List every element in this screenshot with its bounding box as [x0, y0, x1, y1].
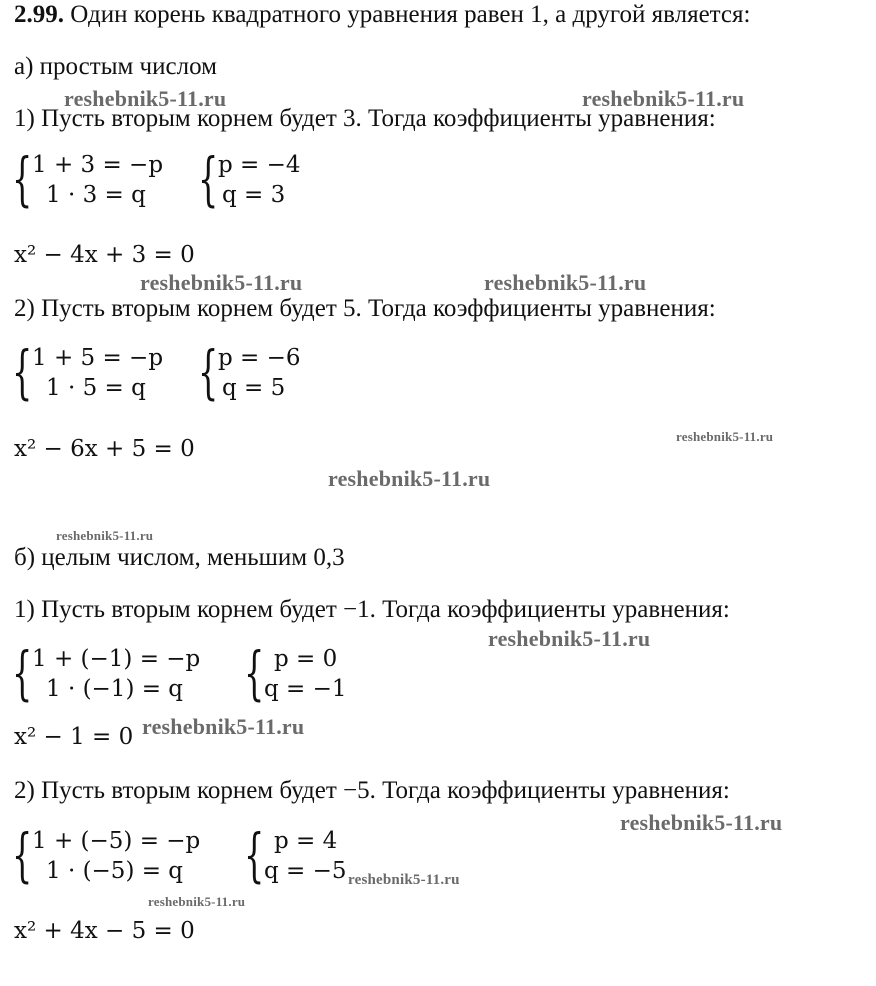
part-b-case1-system1	[12, 639, 201, 707]
part-b-heading: б) целым числом, меньшим 0,3	[14, 544, 345, 571]
part-b-case2-system2	[244, 821, 347, 889]
part-a-case1-system1	[12, 145, 164, 213]
watermark: reshebnik5-11.ru	[488, 626, 651, 651]
system-row: 1 + 5 = −p	[32, 345, 164, 371]
watermark: reshebnik5-11.ru	[148, 894, 246, 909]
part-a-heading: а) простым числом	[14, 53, 217, 80]
system-row: 1 · 3 = q	[46, 182, 146, 208]
watermark: reshebnik5-11.ru	[64, 86, 227, 111]
problem-statement: Один корень квадратного уравнения равен 1, а другой является:	[64, 1, 751, 28]
watermark: reshebnik5-11.ru	[328, 466, 491, 491]
part-b-case2-text: 2) Пусть вторым корнем будет −5. Тогда коэффициенты уравнения:	[14, 777, 730, 804]
system-row: p = −6	[218, 345, 301, 371]
part-a-case2-text: 2) Пусть вторым корнем будет 5. Тогда коэффициенты уравнения:	[14, 295, 716, 322]
watermark: reshebnik5-11.ru	[620, 810, 783, 835]
watermark: reshebnik5-11.ru	[582, 86, 745, 111]
part-a-case2-equation: x² − 6x + 5 = 0	[14, 436, 195, 462]
system-row: q = 5	[222, 375, 286, 401]
brace-icon: {	[12, 145, 33, 213]
watermark: reshebnik5-11.ru	[348, 872, 460, 888]
system-row: p = 4	[274, 828, 338, 854]
watermark: reshebnik5-11.ru	[676, 429, 774, 444]
brace-icon: {	[12, 821, 33, 889]
system-row: 1 + (−5) = −p	[32, 828, 201, 854]
brace-icon: {	[198, 338, 219, 406]
watermark: reshebnik5-11.ru	[140, 270, 303, 295]
part-b-case1-text: 1) Пусть вторым корнем будет −1. Тогда коэффициенты уравнения:	[14, 596, 730, 623]
part-a-case1-equation: x² − 4x + 3 = 0	[14, 242, 195, 268]
brace-icon: {	[244, 821, 265, 889]
brace-icon: {	[12, 338, 33, 406]
part-a-case2-system1	[12, 338, 164, 406]
brace-icon: {	[244, 639, 265, 707]
part-a-case2-system2	[198, 338, 301, 406]
brace-icon: {	[12, 639, 33, 707]
part-a-case1-text: 1) Пусть вторым корнем будет 3. Тогда коэффициенты уравнения:	[14, 105, 716, 132]
problem-title	[14, 0, 750, 30]
part-b-case2-system1	[12, 821, 201, 889]
watermark: reshebnik5-11.ru	[56, 528, 154, 543]
system-row: q = −1	[264, 676, 347, 702]
watermark: reshebnik5-11.ru	[142, 714, 305, 739]
system-row: 1 · 5 = q	[46, 375, 146, 401]
problem-number: 2.99.	[14, 1, 64, 28]
brace-icon: {	[198, 145, 219, 213]
system-row: 1 · (−5) = q	[46, 858, 184, 884]
system-row: p = 0	[274, 646, 338, 672]
system-row: p = −4	[218, 152, 301, 178]
system-row: q = 3	[222, 182, 286, 208]
part-b-case1-system2	[244, 639, 347, 707]
part-a-case1-system2	[198, 145, 301, 213]
part-b-case1-equation: x² − 1 = 0	[14, 724, 134, 750]
watermark: reshebnik5-11.ru	[484, 270, 647, 295]
system-row: 1 + 3 = −p	[32, 152, 164, 178]
part-b-case2-equation: x² + 4x − 5 = 0	[14, 918, 195, 944]
system-row: 1 + (−1) = −p	[32, 646, 201, 672]
system-row: 1 · (−1) = q	[46, 676, 184, 702]
system-row: q = −5	[264, 858, 347, 884]
